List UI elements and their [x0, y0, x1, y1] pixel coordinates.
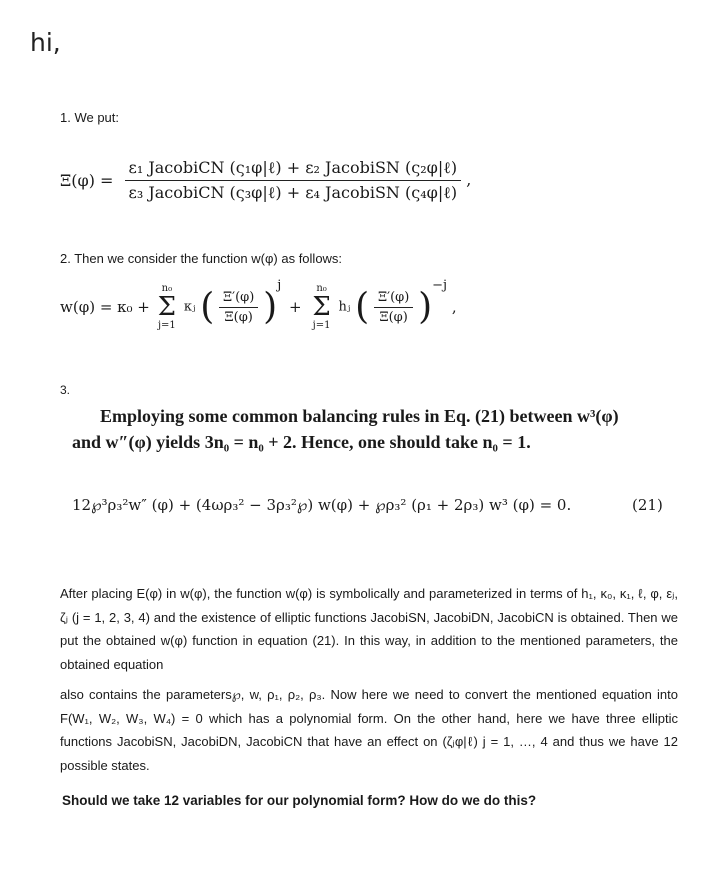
paragraph-2: also contains the parameters℘, w, ρ₁, ρ₂, ρ₃. Now here we need to convert the mentioned equation into F(W₁, W₂, W₃, W₄) = 0 which has a polynomial form. On the other hand, here we have three elliptic functions JacobiSN, JacobiDN, JacobiCN that have an effect on (ζⱼφ|ℓ) j = 1, …, 4 and thus we have 12 possible states. [60, 687, 678, 773]
equation-w-comma: , [451, 298, 457, 316]
equation-xi-fraction [125, 158, 462, 203]
equation-xi-numerator: ε₁ JacobiCN (ς₁φ|ℓ) + ε₂ JacobiSN (ς₂φ|ℓ) [125, 158, 462, 181]
sum-symbol-2 [312, 283, 330, 331]
equation-xi-denominator: ε₃ JacobiCN (ς₃φ|ℓ) + ε₄ JacobiSN (ς₄φ|ℓ) [128, 183, 458, 202]
sum-1-upper: n₀ [161, 283, 173, 294]
item3-label: 3. [60, 383, 71, 397]
ratio-1-den: Ξ(φ) [224, 309, 253, 325]
sigma-icon: Σ [157, 292, 177, 322]
balancing-text-line1: Employing some common balancing rules in Eq. (21) between w³(φ) [100, 406, 619, 426]
item2-label: 2. Then we consider the function w(φ) as follows: [60, 251, 343, 266]
paragraph-1: After placing E(φ) in w(φ), the function w(φ) is symbolically and parameterized in terms of h₁, κ₀, κ₁, ℓ, φ, εⱼ, ζⱼ (j = 1, 2, 3, 4) and the existence of elliptic functions JacobiSN, JacobiDN, JacobiCN is obtained. Then we put the obtained w(φ) function in equation (21). In this way, in addition to the mentioned parameters, the obtained equation [60, 586, 678, 672]
ratio-1 [219, 290, 258, 325]
plus-sign: + [289, 298, 302, 316]
equation-w [60, 278, 457, 331]
sum-symbol-1 [158, 283, 176, 331]
ratio-2-den: Ξ(φ) [379, 309, 408, 325]
sum-1-lower: j=1 [157, 320, 176, 331]
sigma-icon: Σ [312, 292, 331, 322]
exponent-2: −j [432, 278, 448, 293]
exponent-1: j [277, 278, 282, 293]
equation-xi-lhs: Ξ(φ) = [60, 171, 114, 190]
coef-kappa: κⱼ [183, 299, 196, 315]
paren-close-1: ) [263, 286, 278, 328]
item1-label: 1. We put: [60, 110, 120, 125]
greeting: hi, [30, 28, 61, 57]
equation-w-lhs: w(φ) = κ₀ + [60, 298, 150, 316]
equation-21: 12℘³ρ₃²w″ (φ) + (4ωρ₃² − 3ρ₃²℘) w(φ) + ℘ρ₃² (ρ₁ + 2ρ₃) w³ (φ) = 0. [72, 496, 572, 514]
paren-close-2: ) [418, 286, 433, 328]
ratio-2 [374, 290, 413, 325]
equation-xi-comma: , [466, 170, 472, 189]
ratio-1-num: Ξ′(φ) [219, 290, 258, 308]
question-text: Should we take 12 variables for our polynomial form? How do we do this? [62, 793, 537, 808]
sum-2-lower: j=1 [312, 320, 331, 331]
paren-open-1: ( [200, 286, 215, 328]
paren-open-2: ( [355, 286, 370, 328]
equation-xi [60, 158, 471, 203]
equation-21-number: (21) [632, 496, 663, 514]
ratio-2-num: Ξ′(φ) [374, 290, 413, 308]
coef-h: hⱼ [338, 299, 351, 315]
balancing-text-line2: and w″(φ) yields 3n₀ = n₀ + 2. Hence, one should take n₀ = 1. [72, 432, 531, 452]
sum-2-upper: n₀ [316, 283, 327, 294]
